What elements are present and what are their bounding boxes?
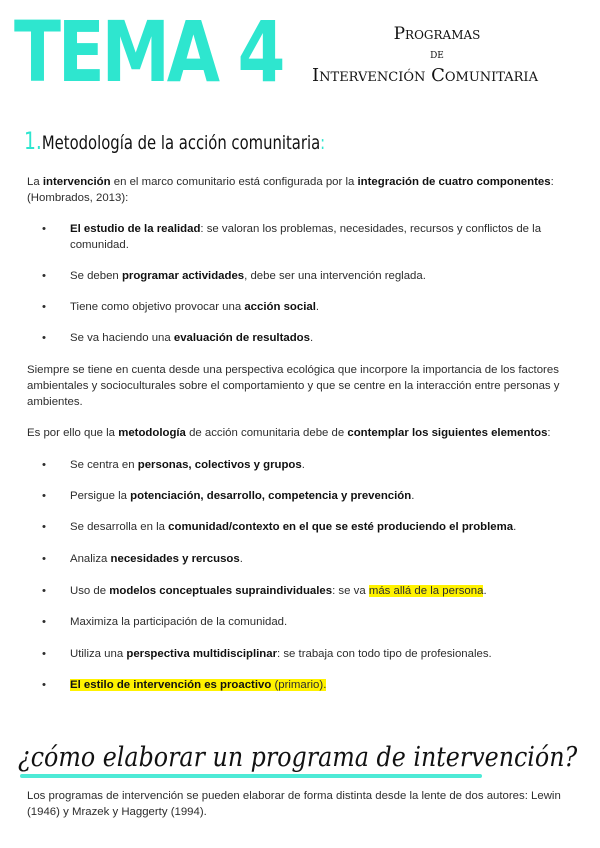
list-item bbox=[42, 583, 547, 599]
para-bold: metodología bbox=[118, 427, 186, 439]
bullet: • bbox=[42, 490, 46, 502]
section-title: Metodología de la acción comunitaria bbox=[41, 132, 321, 154]
para-text: Es por ello que la bbox=[27, 427, 119, 439]
item-text: Analiza bbox=[70, 553, 111, 565]
item-text: : se valoran los problemas, necesidades, recursos y conflictos de la comunidad. bbox=[70, 223, 542, 251]
bullet: • bbox=[42, 301, 46, 313]
topic-title-line-3: Intervención Comunitaria bbox=[312, 65, 538, 86]
bullet: • bbox=[42, 332, 46, 344]
item-text: . bbox=[513, 521, 517, 533]
ecological-paragraph: Siempre se tiene en cuenta desde una perspectiva ecológica que incorpore la importancia de los factores ambientales y socioculturales sobre el comportamiento y que se centre en la interacción entre personas y ambientes. bbox=[27, 364, 560, 408]
elements-intro bbox=[27, 425, 572, 441]
list-item bbox=[42, 551, 547, 567]
item-bold: personas, colectivos y grupos bbox=[137, 459, 302, 471]
list-item bbox=[42, 457, 547, 473]
highlighted-text: más allá de la persona bbox=[368, 585, 484, 597]
bullet: • bbox=[42, 585, 46, 597]
intro-text: : (Hombrados, 2013): bbox=[27, 176, 554, 204]
list-item bbox=[42, 268, 547, 284]
item-text: . bbox=[483, 585, 487, 597]
highlighted-bold: El estilo de intervención es proactivo bbox=[70, 679, 272, 691]
intro-paragraph bbox=[27, 174, 572, 206]
closing-paragraph: Los programas de intervención se pueden elaborar de forma distinta desde la lente de dos autores: Lewin (1946) y Mrazek y Haggerty (1994). bbox=[27, 790, 561, 818]
section-number: 1. bbox=[24, 127, 42, 155]
bullet: • bbox=[42, 521, 46, 533]
bullet: • bbox=[42, 553, 46, 565]
item-text: Uso de bbox=[70, 585, 110, 597]
intro-bold: intervención bbox=[42, 176, 111, 188]
item-text: : se trabaja con todo tipo de profesionales. bbox=[277, 648, 492, 660]
item-text: Utiliza una bbox=[70, 648, 127, 660]
item-bold: evaluación de resultados bbox=[173, 332, 310, 344]
item-text: . bbox=[309, 332, 314, 344]
para-text: de acción comunitaria debe de bbox=[185, 427, 348, 439]
item-text: . bbox=[239, 553, 243, 565]
list-item bbox=[42, 614, 547, 630]
tema-title: TEMA 4 bbox=[14, 3, 283, 101]
highlighted-text: (primario). bbox=[271, 679, 327, 691]
item-bold: El estudio de la realidad bbox=[70, 223, 201, 235]
para-text: : bbox=[547, 427, 551, 439]
list-item bbox=[42, 299, 547, 315]
item-bold: acción social bbox=[244, 301, 316, 313]
topic-title-line-2: de bbox=[430, 47, 444, 62]
section-heading bbox=[24, 126, 325, 158]
item-bold: necesidades y rercusos bbox=[110, 553, 240, 565]
list-item bbox=[42, 488, 547, 504]
list-item bbox=[42, 221, 547, 253]
item-bold: potenciación, desarrollo, competencia y prevención bbox=[130, 490, 412, 502]
item-bold: modelos conceptuales supraindividuales bbox=[109, 585, 333, 597]
bullet: • bbox=[42, 459, 46, 471]
item-text: . bbox=[411, 490, 415, 502]
item-text: Se centra en bbox=[70, 459, 138, 471]
item-text: Maximiza la participación de la comunidad. bbox=[70, 616, 288, 628]
para-bold: contemplar los siguientes elementos bbox=[347, 427, 548, 439]
bullet: • bbox=[42, 679, 46, 691]
intro-text: en el marco comunitario está configurada por la bbox=[110, 176, 358, 188]
heading-underline bbox=[20, 774, 482, 778]
item-text: Se va haciendo una bbox=[70, 332, 174, 344]
item-bold: comunidad/contexto en el que se esté produciendo el problema bbox=[168, 521, 514, 533]
item-text: , debe ser una intervención reglada. bbox=[244, 270, 426, 282]
item-bold: perspectiva multidisciplinar bbox=[126, 648, 278, 660]
section-colon: : bbox=[320, 132, 326, 154]
bullet: • bbox=[42, 270, 46, 282]
intro-text: La bbox=[27, 176, 43, 188]
bullet: • bbox=[42, 223, 46, 235]
item-text: Se desarrolla en la bbox=[70, 521, 169, 533]
topic-title bbox=[300, 22, 550, 88]
item-text: . bbox=[315, 301, 320, 313]
list-item bbox=[42, 677, 547, 693]
item-text: Persigue la bbox=[70, 490, 131, 502]
bullet: • bbox=[42, 616, 46, 628]
item-text: Se deben bbox=[70, 270, 122, 282]
list-item bbox=[42, 330, 547, 346]
intro-bold: integración de cuatro componentes bbox=[357, 176, 551, 188]
question-heading: ¿cómo elaborar un programa de intervención? bbox=[18, 742, 578, 773]
item-text: . bbox=[301, 459, 305, 471]
item-text: : se va bbox=[332, 585, 369, 597]
bullet: • bbox=[42, 648, 46, 660]
item-bold: programar actividades bbox=[121, 270, 245, 282]
item-text: Tiene como objetivo provocar una bbox=[70, 301, 245, 313]
topic-title-line-1: Programas bbox=[393, 24, 481, 44]
list-item bbox=[42, 519, 547, 535]
list-item bbox=[42, 646, 547, 662]
